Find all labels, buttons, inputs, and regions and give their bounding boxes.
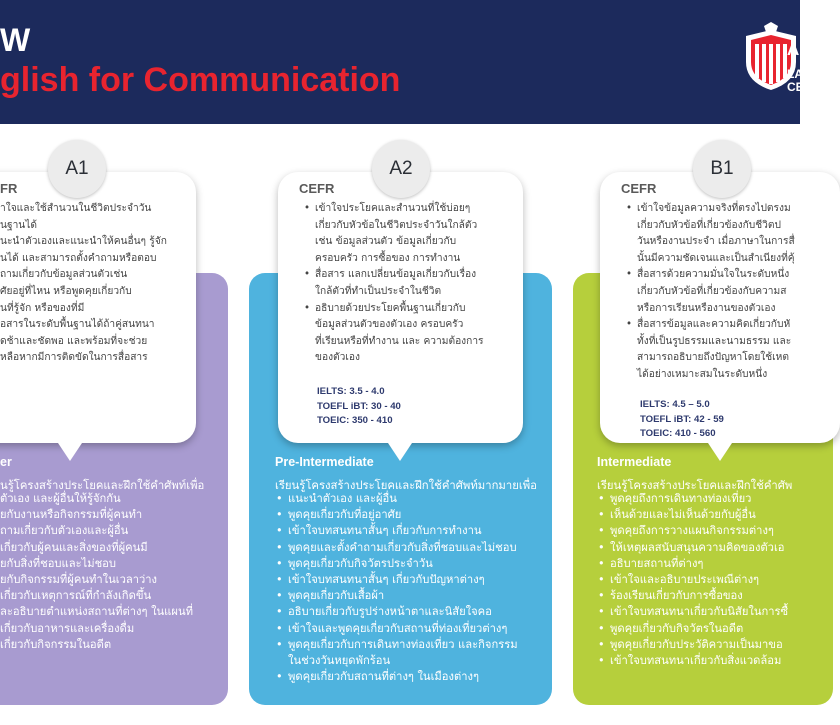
list-item: • เข้าใจบทสนทนาเกี่ยวกับนิสัยในการซื้ xyxy=(597,604,788,620)
title-line-1: W xyxy=(0,22,31,58)
list-item: • เข้าใจและพูดคุยเกี่ยวกับสถานที่ท่องเที่ยวต่างๆ xyxy=(275,621,518,637)
list-item: • เข้าใจประโยคและสำนวนที่ใช้บ่อยๆ เกี่ยวกับหัวข้อในชีวิตประจำวันใกล้ตัว เช่น ข้อมูลส่วนตัว ข้อมูลเกี่ยวกับ ครอบครัว การซื้อของ การทำงาน xyxy=(303,201,484,267)
b1-card-tail xyxy=(708,443,732,461)
list-item: ยกับงานหรือกิจกรรมที่ผู้คนทำ xyxy=(0,508,143,522)
list-item: • พูดคุยเกี่ยวกับเสื้อผ้า xyxy=(275,588,518,604)
a2-topics-intro: เรียนรู้โครงสร้างประโยคและฝึกใช้คำศัพท์มากมายเพื่อ xyxy=(275,479,537,492)
list-item: • เข้าใจบทสนทนาเกี่ยวกับสิ่งแวดล้อม xyxy=(597,653,788,669)
list-item: • สื่อสาร แลกเปลี่ยนข้อมูลเกี่ยวกับเรื่อง ใกล้ตัวที่ทำเป็นประจำในชีวิต xyxy=(303,267,484,300)
b1-toeic-score: TOEIC: 410 - 560 xyxy=(640,428,716,439)
b1-cefr-label: CEFR xyxy=(621,181,657,196)
list-item: • เข้าใจบทสนทนาสั้นๆ เกี่ยวกับปัญหาต่างๆ xyxy=(275,572,518,588)
list-item: • พูดคุยและตั้งคำถามเกี่ยวกับสิ่งที่ชอบและไม่ชอบ xyxy=(275,540,518,556)
list-item: • พูดคุยถึงการเดินทางท่องเที่ยว xyxy=(597,491,788,507)
b1-toefl-score: TOEFL iBT: 42 - 59 xyxy=(640,413,724,425)
list-item: • พูดคุยถึงการวางแผนกิจกรรมต่างๆ xyxy=(597,523,788,539)
list-item: ยกับกิจกรรมที่ผู้คนทำในเวลาว่าง xyxy=(0,573,158,587)
list-item: • พูดคุยเกี่ยวกับสถานที่ต่างๆ ในเมืองต่างๆ xyxy=(275,669,518,685)
list-item: • อธิบายด้วยประโยคพื้นฐานเกี่ยวกับ ข้อมูลส่วนตัวของตัวเอง ครอบครัว ที่เรียนหรือที่ทำงาน และ ความต้องการ ของตัวเอง xyxy=(303,301,484,367)
a2-level-badge: A2 xyxy=(372,140,430,198)
header-banner xyxy=(0,0,804,124)
b1-cefr-descriptors xyxy=(625,201,795,384)
list-item: • อธิบายเกี่ยวกับรูปร่างหน้าตาและนิสัยใจคอ xyxy=(275,604,518,620)
list-item: • อธิบายสถานที่ต่างๆ xyxy=(597,556,788,572)
a2-toefl-score: TOEFL iBT: 30 - 40 xyxy=(317,400,401,412)
list-item: • พูดคุยเกี่ยวกับประวัติความเป็นมาขอ xyxy=(597,637,788,653)
list-item: ยกับสิ่งที่ชอบและไม่ชอบ xyxy=(0,556,116,570)
a1-cefr-label: FR xyxy=(0,181,18,196)
logo-letter-ce: CE xyxy=(787,80,804,94)
list-item: • สื่อสารข้อมูลและความคิดเกี่ยวกับหั ทั้งที่เป็นรูปธรรมและนามธรรม และ สามารถอธิบายถึงปัญหาโดยใช้เหต ได้อย่างเหมาะสมในระดับหนึ่ง xyxy=(625,317,795,383)
b1-test-scores xyxy=(640,398,724,442)
a2-course-level-name: Pre-Intermediate xyxy=(275,455,374,469)
a2-topics-list xyxy=(275,491,518,685)
list-item: ละอธิบายตำแหน่งสถานที่ต่างๆ ในแผนที่ xyxy=(0,605,193,619)
a2-toeic-score: TOEIC: 350 - 410 xyxy=(317,415,393,426)
list-item: • เข้าใจและอธิบายประเพณีต่างๆ xyxy=(597,572,788,588)
a1-cefr-descriptors xyxy=(0,201,167,367)
a2-ielts-score: IELTS: 3.5 - 4.0 xyxy=(317,386,385,397)
b1-ielts-score: IELTS: 4.5 – 5.0 xyxy=(640,399,710,410)
a1-course-level-name: er xyxy=(0,455,12,469)
a1-topics-list xyxy=(0,491,193,653)
list-item: • เข้าใจข้อมูลความจริงที่ตรงไปตรงม เกี่ยวกับหัวข้อที่เกี่ยวข้องกับชีวิตป วันหรืองานประจำ เมื่อภาษาในการสื่ นั้นมีความชัดเจนและเป็นสำเนียงที่คุ้ xyxy=(625,201,795,267)
a1-card-tail xyxy=(58,443,82,461)
list-item: อสารในระดับพื้นฐานได้ถ้าคู่สนทนา ดช้าและชัดพอ และพร้อมที่จะช่วย หลือหากมีการติดขัดในการสื่อสาร xyxy=(0,319,155,364)
list-item: • แนะนำตัวเอง และผู้อื่น xyxy=(275,491,518,507)
list-item: เกี่ยวกับอาหารและเครื่องดื่ม xyxy=(0,621,135,635)
list-item: ตัวเอง และผู้อื่นให้รู้จักกัน xyxy=(0,492,121,505)
list-item: • ให้เหตุผลสนับสนุนความคิดของตัวเอ xyxy=(597,540,788,556)
a2-cefr-descriptors xyxy=(303,201,484,367)
list-item: เกี่ยวกับกิจกรรมในอดีต xyxy=(0,637,112,651)
b1-level-badge: B1 xyxy=(693,140,751,198)
list-item: • สื่อสารด้วยความมั่นใจในระดับหนึ่ง เกี่ยวกับหัวข้อที่เกี่ยวข้องกับความส หรือการเรียนหรืองานของตัวเอง xyxy=(625,267,795,317)
logo-letter-a: A xyxy=(787,40,800,59)
a1-topics-intro: นรู้โครงสร้างประโยคและฝึกใช้คำศัพท์เพื่อ xyxy=(0,479,205,492)
title-line-2: glish for Communication xyxy=(0,61,401,99)
list-item: • เข้าใจบทสนทนาสั้นๆ เกี่ยวกับการทำงาน xyxy=(275,523,518,539)
list-item: • ร้องเรียนเกี่ยวกับการซื้อของ xyxy=(597,588,788,604)
b1-topics-intro: เรียนรู้โครงสร้างประโยคและฝึกใช้คำศัพ xyxy=(597,479,793,492)
list-item: ถามเกี่ยวกับตัวเองและผู้อื่น xyxy=(0,524,129,538)
list-item: • พูดคุยเกี่ยวกับกิจวัตรประจำวัน xyxy=(275,556,518,572)
list-item: เกี่ยวกับเหตุการณ์ที่กำลังเกิดขึ้น xyxy=(0,589,152,603)
list-item: • พูดคุยเกี่ยวกับกิจวัตรในอดีต xyxy=(597,621,788,637)
b1-topics-list xyxy=(597,491,788,669)
a1-level-badge: A1 xyxy=(48,140,106,198)
list-item: • เห็นด้วยและไม่เห็นด้วยกับผู้อื่น xyxy=(597,507,788,523)
a2-card-tail xyxy=(388,443,412,461)
a2-cefr-label: CEFR xyxy=(299,181,335,196)
list-item: าใจและใช้สำนวนในชีวิตประจำวัน นฐานได้ xyxy=(0,203,152,231)
a2-test-scores xyxy=(317,385,401,429)
logo-letter-la: LA xyxy=(787,67,803,81)
list-item: นะนำตัวเองและแนะนำให้คนอื่นๆ รู้จัก นได้ และสามารถตั้งคำถามหรือตอบ ถามเกี่ยวกับข้อมูลส่วนตัวเช่น ศัยอยู่ที่ไหน หรือพูดคุยเกี่ยวกับ นที่รู้จัก หรือของที่มี xyxy=(0,236,167,314)
list-item: • พูดคุยเกี่ยวกับการเดินทางท่องเที่ยว และกิจกรรม ในช่วงวันหยุดพักร้อน xyxy=(275,637,518,669)
list-item: • พูดคุยเกี่ยวกับที่อยู่อาศัย xyxy=(275,507,518,523)
b1-course-level-name: Intermediate xyxy=(597,455,672,469)
list-item: เกี่ยวกับผู้คนและสิ่งของที่ผู้คนมี xyxy=(0,540,148,554)
